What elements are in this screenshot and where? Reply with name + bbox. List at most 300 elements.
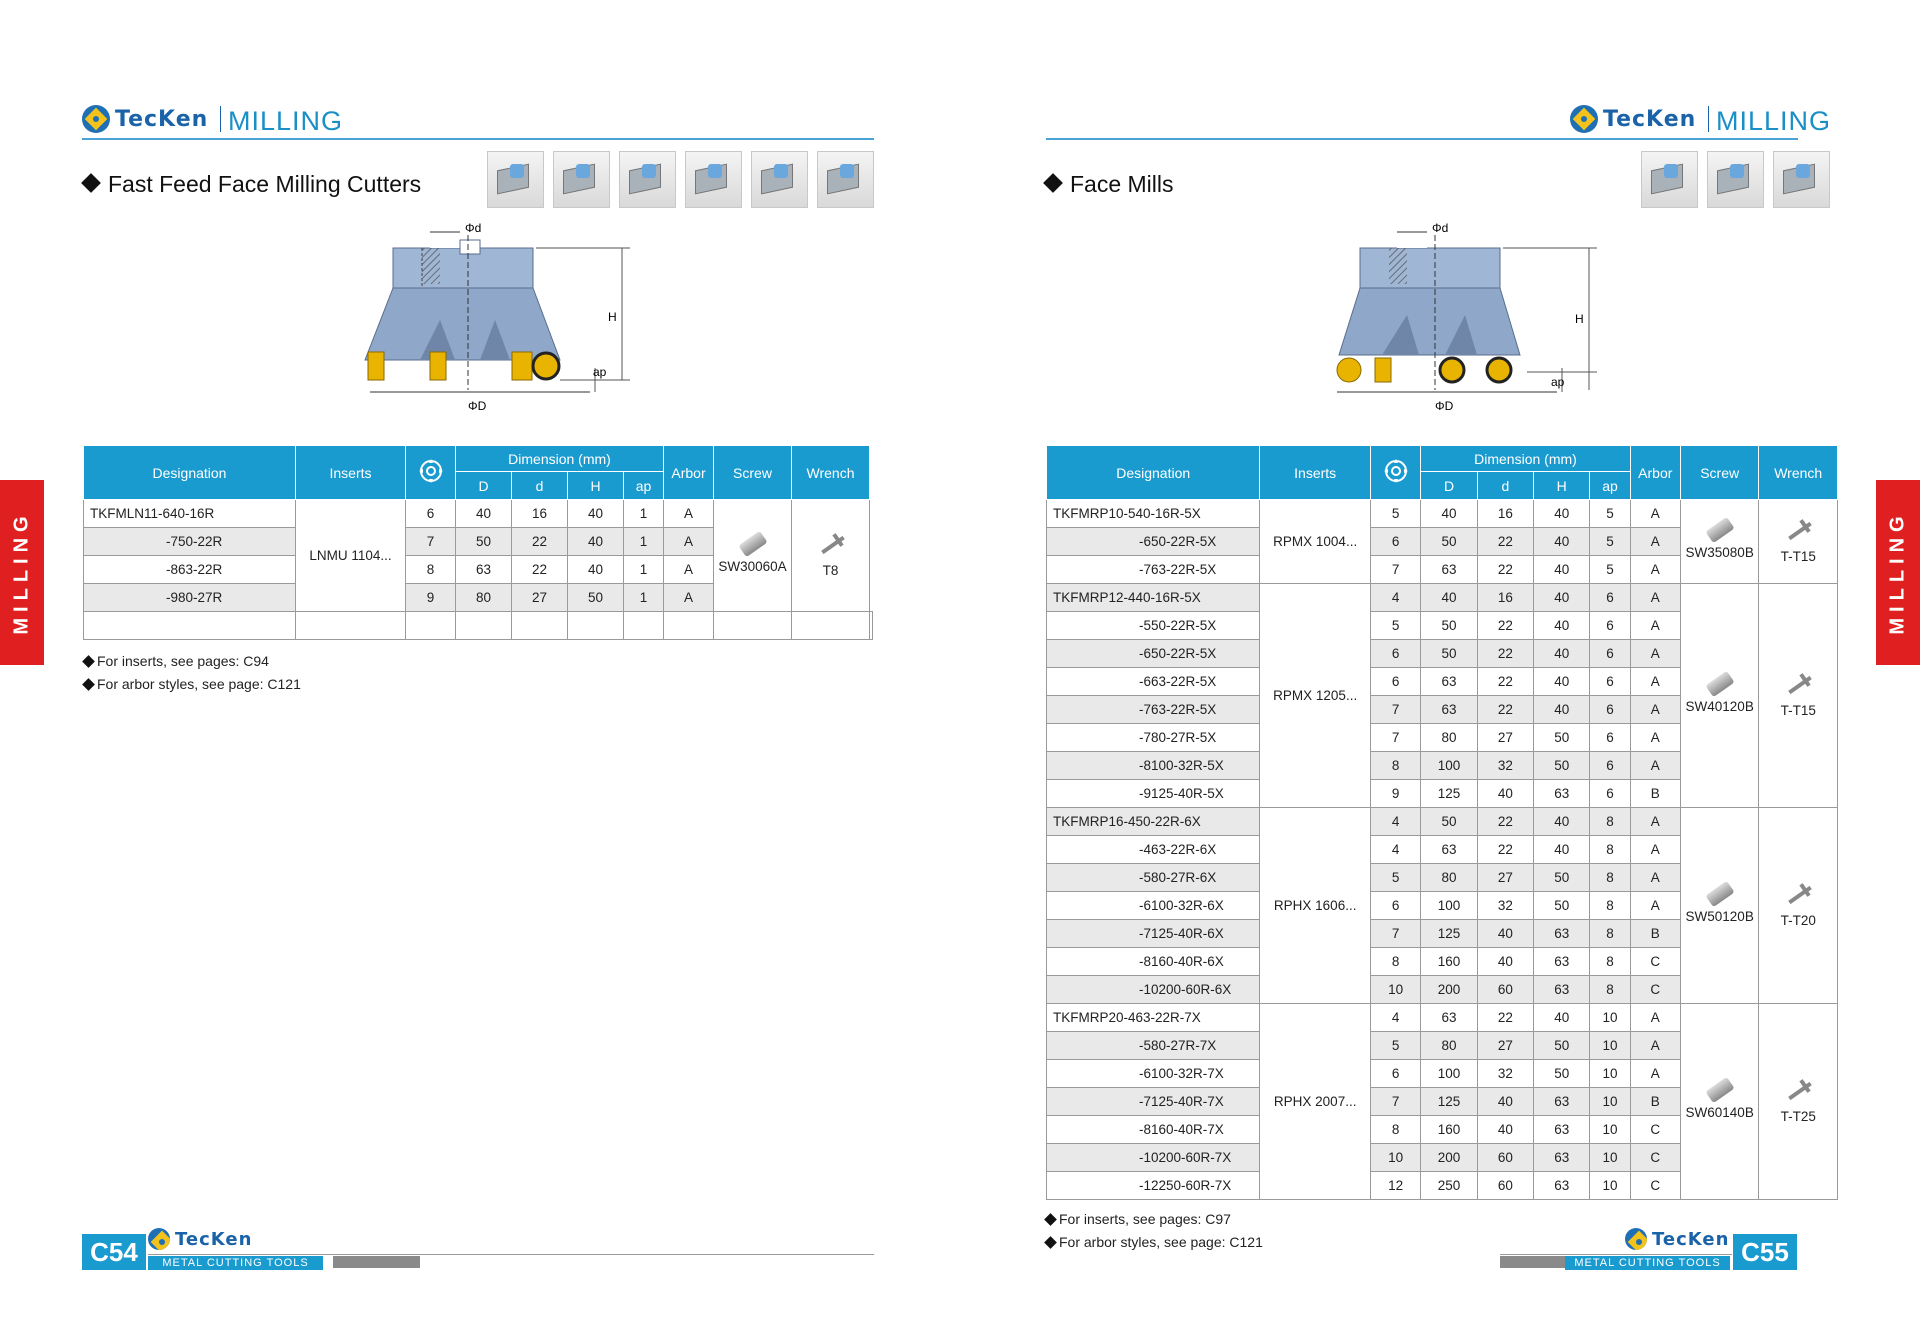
section-title: MILLING	[228, 106, 344, 136]
note-inserts: For inserts, see pages: C94	[84, 650, 301, 673]
cell-designation: -9125-40R-5X	[1047, 780, 1260, 808]
header-ap: ap	[1590, 472, 1630, 500]
cell-ap: 1	[624, 584, 664, 612]
cell-D: 125	[1421, 780, 1477, 808]
product-title: Fast Feed Face Milling Cutters	[84, 171, 421, 198]
cell-H: 50	[1534, 892, 1590, 920]
cell-z: 8	[1371, 752, 1421, 780]
cell-arbor: A	[1630, 584, 1680, 612]
header-screw: Screw	[714, 446, 792, 500]
cell-D: 63	[1421, 836, 1477, 864]
cell-d: 22	[1477, 696, 1533, 724]
cell-ap: 8	[1590, 920, 1630, 948]
cell-z: 6	[1371, 668, 1421, 696]
cell-arbor: A	[1630, 696, 1680, 724]
cell-arbor: A	[664, 556, 714, 584]
wrench-label: T-T25	[1780, 1109, 1816, 1124]
cell-z: 7	[1371, 1088, 1421, 1116]
cell-H: 40	[1534, 528, 1590, 556]
dim-label-phi-D: ΦD	[468, 399, 487, 413]
cell-designation: -8160-40R-7X	[1047, 1116, 1260, 1144]
table-row	[1047, 1004, 1838, 1032]
cell-d: 32	[1477, 892, 1533, 920]
cell-H: 40	[1534, 808, 1590, 836]
cell-ap: 5	[1590, 500, 1630, 528]
header-inserts: Inserts	[1260, 446, 1371, 500]
section-title: MILLING	[1716, 106, 1832, 136]
header-divider	[1708, 106, 1709, 132]
cell-d: 27	[512, 584, 568, 612]
cell-ap: 6	[1590, 752, 1630, 780]
cell-z: 8	[1371, 948, 1421, 976]
cell-ap: 6	[1590, 696, 1630, 724]
footer-logo	[1625, 1228, 1729, 1250]
cell-arbor: A	[1630, 724, 1680, 752]
footer-bar	[333, 1256, 420, 1268]
cell-z: 9	[1371, 780, 1421, 808]
cell-designation: -10200-60R-6X	[1047, 976, 1260, 1004]
cell-arbor: A	[664, 584, 714, 612]
cell-D: 50	[1421, 808, 1477, 836]
header-row	[1047, 446, 1838, 472]
cell-H: 63	[1534, 1144, 1590, 1172]
cell-D: 200	[1421, 1144, 1477, 1172]
cell-arbor: C	[1630, 948, 1680, 976]
cell-D: 50	[1421, 528, 1477, 556]
cell-H: 50	[1534, 1060, 1590, 1088]
cell-d: 40	[1477, 1088, 1533, 1116]
dim-label-ap: ap	[593, 365, 607, 379]
cell-designation: -650-22R-5X	[1047, 640, 1260, 668]
screw-label: SW50120B	[1685, 909, 1754, 924]
cell-arbor: B	[1630, 920, 1680, 948]
cell-d: 40	[1477, 920, 1533, 948]
cell-D: 160	[1421, 948, 1477, 976]
profile-milling-icon	[1773, 151, 1830, 208]
table-row	[1047, 500, 1838, 528]
cell-d: 22	[1477, 836, 1533, 864]
cell-H: 63	[1534, 1172, 1590, 1200]
cell-ap: 6	[1590, 612, 1630, 640]
brand-logo-text: TecKen	[1603, 106, 1697, 132]
page-header	[82, 100, 872, 140]
cell-arbor: A	[1630, 864, 1680, 892]
product-title: Face Mills	[1046, 171, 1174, 198]
cell-z: 10	[1371, 976, 1421, 1004]
cell-designation: -8160-40R-6X	[1047, 948, 1260, 976]
cell-ap: 10	[1590, 1116, 1630, 1144]
dim-label-H: H	[1575, 312, 1584, 326]
cell-H: 63	[1534, 1088, 1590, 1116]
cell-z: 4	[1371, 836, 1421, 864]
cell-d: 16	[1477, 500, 1533, 528]
cell-arbor: A	[664, 500, 714, 528]
screw-icon	[1705, 517, 1734, 543]
cell-z: 6	[1371, 1060, 1421, 1088]
cell-d: 27	[1477, 1032, 1533, 1060]
side-tab: MILLING	[0, 480, 44, 665]
cell-arbor: C	[1630, 1172, 1680, 1200]
cell-z: 10	[1371, 1144, 1421, 1172]
operation-icons	[1641, 151, 1830, 208]
cell-wrench	[792, 500, 870, 612]
cell-d: 22	[1477, 1004, 1533, 1032]
cell-inserts: RPHX 1606...	[1260, 808, 1371, 1004]
cell-d: 22	[1477, 528, 1533, 556]
cell-H: 40	[568, 528, 624, 556]
cell-ap: 5	[1590, 528, 1630, 556]
ramping-icon	[1707, 151, 1764, 208]
page-number: C54	[82, 1234, 146, 1270]
brand-logo	[1570, 104, 1696, 134]
cell-inserts: LNMU 1104...	[296, 500, 406, 612]
cell-D: 40	[1421, 500, 1477, 528]
cell-screw	[714, 500, 792, 612]
cell-H: 50	[1534, 724, 1590, 752]
cell-H: 40	[1534, 668, 1590, 696]
cell-d: 32	[1477, 752, 1533, 780]
notes	[1046, 1208, 1263, 1254]
wrench-icon	[1783, 883, 1813, 907]
cell-d: 40	[1477, 1116, 1533, 1144]
footer-logo-icon	[1625, 1228, 1647, 1250]
spec-table	[1046, 445, 1838, 1200]
cell-ap: 6	[1590, 724, 1630, 752]
cell-designation: -7125-40R-7X	[1047, 1088, 1260, 1116]
cell-H: 40	[1534, 612, 1590, 640]
bullet-diamond-icon	[1043, 173, 1063, 193]
header-wrench: Wrench	[1759, 446, 1838, 500]
header-wrench: Wrench	[792, 446, 870, 500]
shoulder-milling-icon	[553, 151, 610, 208]
cell-d: 60	[1477, 1144, 1533, 1172]
brand-logo	[82, 104, 208, 134]
cell-d: 16	[512, 500, 568, 528]
cell-arbor: A	[1630, 836, 1680, 864]
cell-designation: TKFMRP20-463-22R-7X	[1047, 1004, 1260, 1032]
note-inserts: For inserts, see pages: C97	[1046, 1208, 1263, 1231]
cell-D: 80	[1421, 1032, 1477, 1060]
cell-d: 60	[1477, 976, 1533, 1004]
table-row	[1047, 584, 1838, 612]
cell-ap: 5	[1590, 556, 1630, 584]
cell-H: 50	[568, 584, 624, 612]
cell-designation: -550-22R-5X	[1047, 612, 1260, 640]
page-header	[1570, 100, 1870, 140]
face-milling-icon	[1641, 151, 1698, 208]
cell-D: 50	[456, 528, 512, 556]
cell-arbor: A	[1630, 668, 1680, 696]
header-d: d	[512, 472, 568, 500]
header-arbor: Arbor	[664, 446, 714, 500]
cell-ap: 8	[1590, 808, 1630, 836]
dim-label-H: H	[608, 310, 617, 324]
cell-d: 22	[1477, 808, 1533, 836]
cell-designation: TKFMLN11-640-16R	[84, 500, 296, 528]
cell-H: 63	[1534, 976, 1590, 1004]
cell-ap: 10	[1590, 1060, 1630, 1088]
cell-designation: -463-22R-6X	[1047, 836, 1260, 864]
cell-arbor: A	[1630, 752, 1680, 780]
footer-tagline: METAL CUTTING TOOLS	[1565, 1256, 1730, 1270]
wrench-icon	[1783, 1079, 1813, 1103]
footer-rule	[1500, 1254, 1732, 1255]
cell-ap: 8	[1590, 864, 1630, 892]
footer-rule	[148, 1254, 874, 1255]
bullet-diamond-icon	[81, 173, 101, 193]
cell-arbor: A	[1630, 528, 1680, 556]
cell-ap: 6	[1590, 584, 1630, 612]
cutter-drawing	[360, 220, 650, 425]
cell-inserts: RPMX 1205...	[1260, 584, 1371, 808]
dim-label-phi-d: Φd	[1432, 221, 1449, 235]
cell-ap: 10	[1590, 1004, 1630, 1032]
header-D: D	[1421, 472, 1477, 500]
cell-designation: -10200-60R-7X	[1047, 1144, 1260, 1172]
screw-icon	[1705, 1077, 1734, 1103]
cell-arbor: B	[1630, 780, 1680, 808]
wrench-icon	[1783, 519, 1813, 543]
brand-logo-text: TecKen	[115, 106, 209, 132]
cell-arbor: A	[1630, 1060, 1680, 1088]
wrench-label: T-T20	[1780, 913, 1816, 928]
wrench-label: T8	[822, 563, 839, 578]
cell-arbor: A	[664, 528, 714, 556]
cell-ap: 1	[624, 528, 664, 556]
right-page	[960, 0, 1920, 1336]
face-milling-icon	[487, 151, 544, 208]
cell-d: 22	[512, 528, 568, 556]
cell-arbor: A	[1630, 612, 1680, 640]
table-row	[84, 500, 873, 528]
side-tab: MILLING	[1876, 480, 1920, 665]
cell-H: 50	[1534, 864, 1590, 892]
cell-z: 5	[1371, 500, 1421, 528]
cell-z: 8	[406, 556, 456, 584]
cell-d: 16	[1477, 584, 1533, 612]
cell-D: 100	[1421, 1060, 1477, 1088]
cell-z: 4	[1371, 1004, 1421, 1032]
cell-z: 8	[1371, 1116, 1421, 1144]
cell-arbor: C	[1630, 1144, 1680, 1172]
cell-ap: 1	[624, 556, 664, 584]
cell-z: 12	[1371, 1172, 1421, 1200]
cell-ap: 8	[1590, 948, 1630, 976]
dim-label-phi-D: ΦD	[1435, 399, 1454, 413]
cell-inserts: RPMX 1004...	[1260, 500, 1371, 584]
cell-ap: 10	[1590, 1088, 1630, 1116]
note-arbor: For arbor styles, see page: C121	[1046, 1231, 1263, 1254]
cell-designation: -763-22R-5X	[1047, 556, 1260, 584]
cell-z: 4	[1371, 808, 1421, 836]
teeth-count-icon	[1371, 446, 1421, 500]
cell-designation: -8100-32R-5X	[1047, 752, 1260, 780]
cell-arbor: A	[1630, 892, 1680, 920]
cell-H: 63	[1534, 920, 1590, 948]
cell-designation: -663-22R-5X	[1047, 668, 1260, 696]
cell-H: 40	[1534, 584, 1590, 612]
cell-z: 7	[1371, 696, 1421, 724]
header-H: H	[568, 472, 624, 500]
brand-logo-icon	[1570, 105, 1598, 133]
note-arbor: For arbor styles, see page: C121	[84, 673, 301, 696]
footer-logo-text: TecKen	[1652, 1228, 1730, 1250]
cell-ap: 6	[1590, 668, 1630, 696]
cell-H: 50	[1534, 1032, 1590, 1060]
cell-arbor: A	[1630, 808, 1680, 836]
cell-designation: -980-27R	[84, 584, 296, 612]
dim-label-phi-d: Φd	[465, 221, 482, 235]
cell-H: 40	[1534, 640, 1590, 668]
screw-label: SW60140B	[1685, 1105, 1754, 1120]
table-row	[1047, 808, 1838, 836]
cell-z: 5	[1371, 1032, 1421, 1060]
spec-table	[83, 445, 873, 640]
cell-arbor: B	[1630, 1088, 1680, 1116]
cell-d: 27	[1477, 724, 1533, 752]
cell-designation: -650-22R-5X	[1047, 528, 1260, 556]
cell-wrench	[1759, 500, 1838, 584]
cell-H: 63	[1534, 780, 1590, 808]
cell-ap: 10	[1590, 1144, 1630, 1172]
header-designation: Designation	[1047, 446, 1260, 500]
cell-ap: 8	[1590, 836, 1630, 864]
cell-arbor: C	[1630, 976, 1680, 1004]
cell-D: 80	[456, 584, 512, 612]
cell-designation: TKFMRP16-450-22R-6X	[1047, 808, 1260, 836]
cell-H: 63	[1534, 1116, 1590, 1144]
cell-z: 6	[406, 500, 456, 528]
header-divider	[220, 106, 221, 132]
header-screw: Screw	[1680, 446, 1758, 500]
cell-d: 32	[1477, 1060, 1533, 1088]
cell-z: 7	[406, 528, 456, 556]
cell-screw	[1680, 1004, 1758, 1200]
header-designation: Designation	[84, 446, 296, 500]
slot-milling-icon	[619, 151, 676, 208]
cell-H: 50	[1534, 752, 1590, 780]
cell-designation: -763-22R-5X	[1047, 696, 1260, 724]
cell-ap: 10	[1590, 1172, 1630, 1200]
cell-D: 40	[1421, 584, 1477, 612]
cell-arbor: A	[1630, 556, 1680, 584]
cell-designation: TKFMRP10-540-16R-5X	[1047, 500, 1260, 528]
cell-d: 22	[1477, 640, 1533, 668]
screw-label: SW35080B	[1685, 545, 1754, 560]
cell-designation: -750-22R	[84, 528, 296, 556]
cell-d: 27	[1477, 864, 1533, 892]
cell-designation: TKFMRP12-440-16R-5X	[1047, 584, 1260, 612]
cell-d: 22	[1477, 612, 1533, 640]
wrench-label: T-T15	[1780, 549, 1816, 564]
dim-label-ap: ap	[1551, 375, 1565, 389]
cell-designation: -12250-60R-7X	[1047, 1172, 1260, 1200]
footer-logo-icon	[148, 1228, 170, 1250]
footer-logo-text: TecKen	[175, 1228, 253, 1250]
screw-icon	[1705, 881, 1734, 907]
cell-D: 80	[1421, 724, 1477, 752]
teeth-count-icon	[406, 446, 456, 500]
cell-z: 7	[1371, 920, 1421, 948]
cell-arbor: A	[1630, 1032, 1680, 1060]
wrench-icon	[1783, 673, 1813, 697]
header-arbor: Arbor	[1630, 446, 1680, 500]
cell-designation: -580-27R-7X	[1047, 1032, 1260, 1060]
cell-designation: -6100-32R-6X	[1047, 892, 1260, 920]
cell-H: 40	[1534, 1004, 1590, 1032]
pocket-milling-icon	[685, 151, 742, 208]
cell-D: 63	[1421, 556, 1477, 584]
header-dimension: Dimension (mm)	[1421, 446, 1630, 472]
cell-D: 100	[1421, 892, 1477, 920]
cell-D: 40	[456, 500, 512, 528]
cell-H: 40	[568, 556, 624, 584]
cell-D: 63	[1421, 668, 1477, 696]
cell-d: 60	[1477, 1172, 1533, 1200]
cell-D: 100	[1421, 752, 1477, 780]
cell-d: 22	[1477, 668, 1533, 696]
cell-arbor: A	[1630, 500, 1680, 528]
cell-wrench	[1759, 1004, 1838, 1200]
cell-screw	[1680, 584, 1758, 808]
cell-d: 22	[1477, 556, 1533, 584]
notes	[84, 650, 301, 696]
cell-z: 9	[406, 584, 456, 612]
cell-H: 63	[1534, 948, 1590, 976]
cell-designation: -7125-40R-6X	[1047, 920, 1260, 948]
header-rule	[82, 138, 874, 140]
cell-z: 7	[1371, 724, 1421, 752]
header-H: H	[1534, 472, 1590, 500]
operation-icons	[487, 151, 874, 208]
cell-inserts: RPHX 2007...	[1260, 1004, 1371, 1200]
cell-D: 125	[1421, 1088, 1477, 1116]
cell-D: 63	[1421, 1004, 1477, 1032]
cell-ap: 6	[1590, 640, 1630, 668]
cell-wrench	[1759, 808, 1838, 1004]
cell-z: 5	[1371, 864, 1421, 892]
screw-icon	[1705, 671, 1734, 697]
cell-z: 4	[1371, 584, 1421, 612]
header-rule	[1046, 138, 1798, 140]
wrench-icon	[816, 533, 846, 557]
header-inserts: Inserts	[296, 446, 406, 500]
cell-arbor: C	[1630, 1116, 1680, 1144]
cell-z: 7	[1371, 556, 1421, 584]
cell-d: 22	[512, 556, 568, 584]
cell-designation: -580-27R-6X	[1047, 864, 1260, 892]
footer-tagline: METAL CUTTING TOOLS	[148, 1256, 323, 1270]
cell-designation: -863-22R	[84, 556, 296, 584]
page-footer	[1500, 1230, 1798, 1270]
cell-d: 40	[1477, 948, 1533, 976]
cell-wrench	[1759, 584, 1838, 808]
cell-D: 63	[1421, 696, 1477, 724]
cell-ap: 6	[1590, 780, 1630, 808]
cell-ap: 10	[1590, 1032, 1630, 1060]
cell-D: 63	[456, 556, 512, 584]
cell-z: 6	[1371, 892, 1421, 920]
profile-milling-icon	[817, 151, 874, 208]
brand-logo-icon	[82, 105, 110, 133]
header-D: D	[456, 472, 512, 500]
cell-d: 40	[1477, 780, 1533, 808]
footer-logo	[148, 1228, 252, 1250]
wrench-label: T-T15	[1780, 703, 1816, 718]
cell-H: 40	[1534, 836, 1590, 864]
cell-D: 80	[1421, 864, 1477, 892]
cell-arbor: A	[1630, 640, 1680, 668]
